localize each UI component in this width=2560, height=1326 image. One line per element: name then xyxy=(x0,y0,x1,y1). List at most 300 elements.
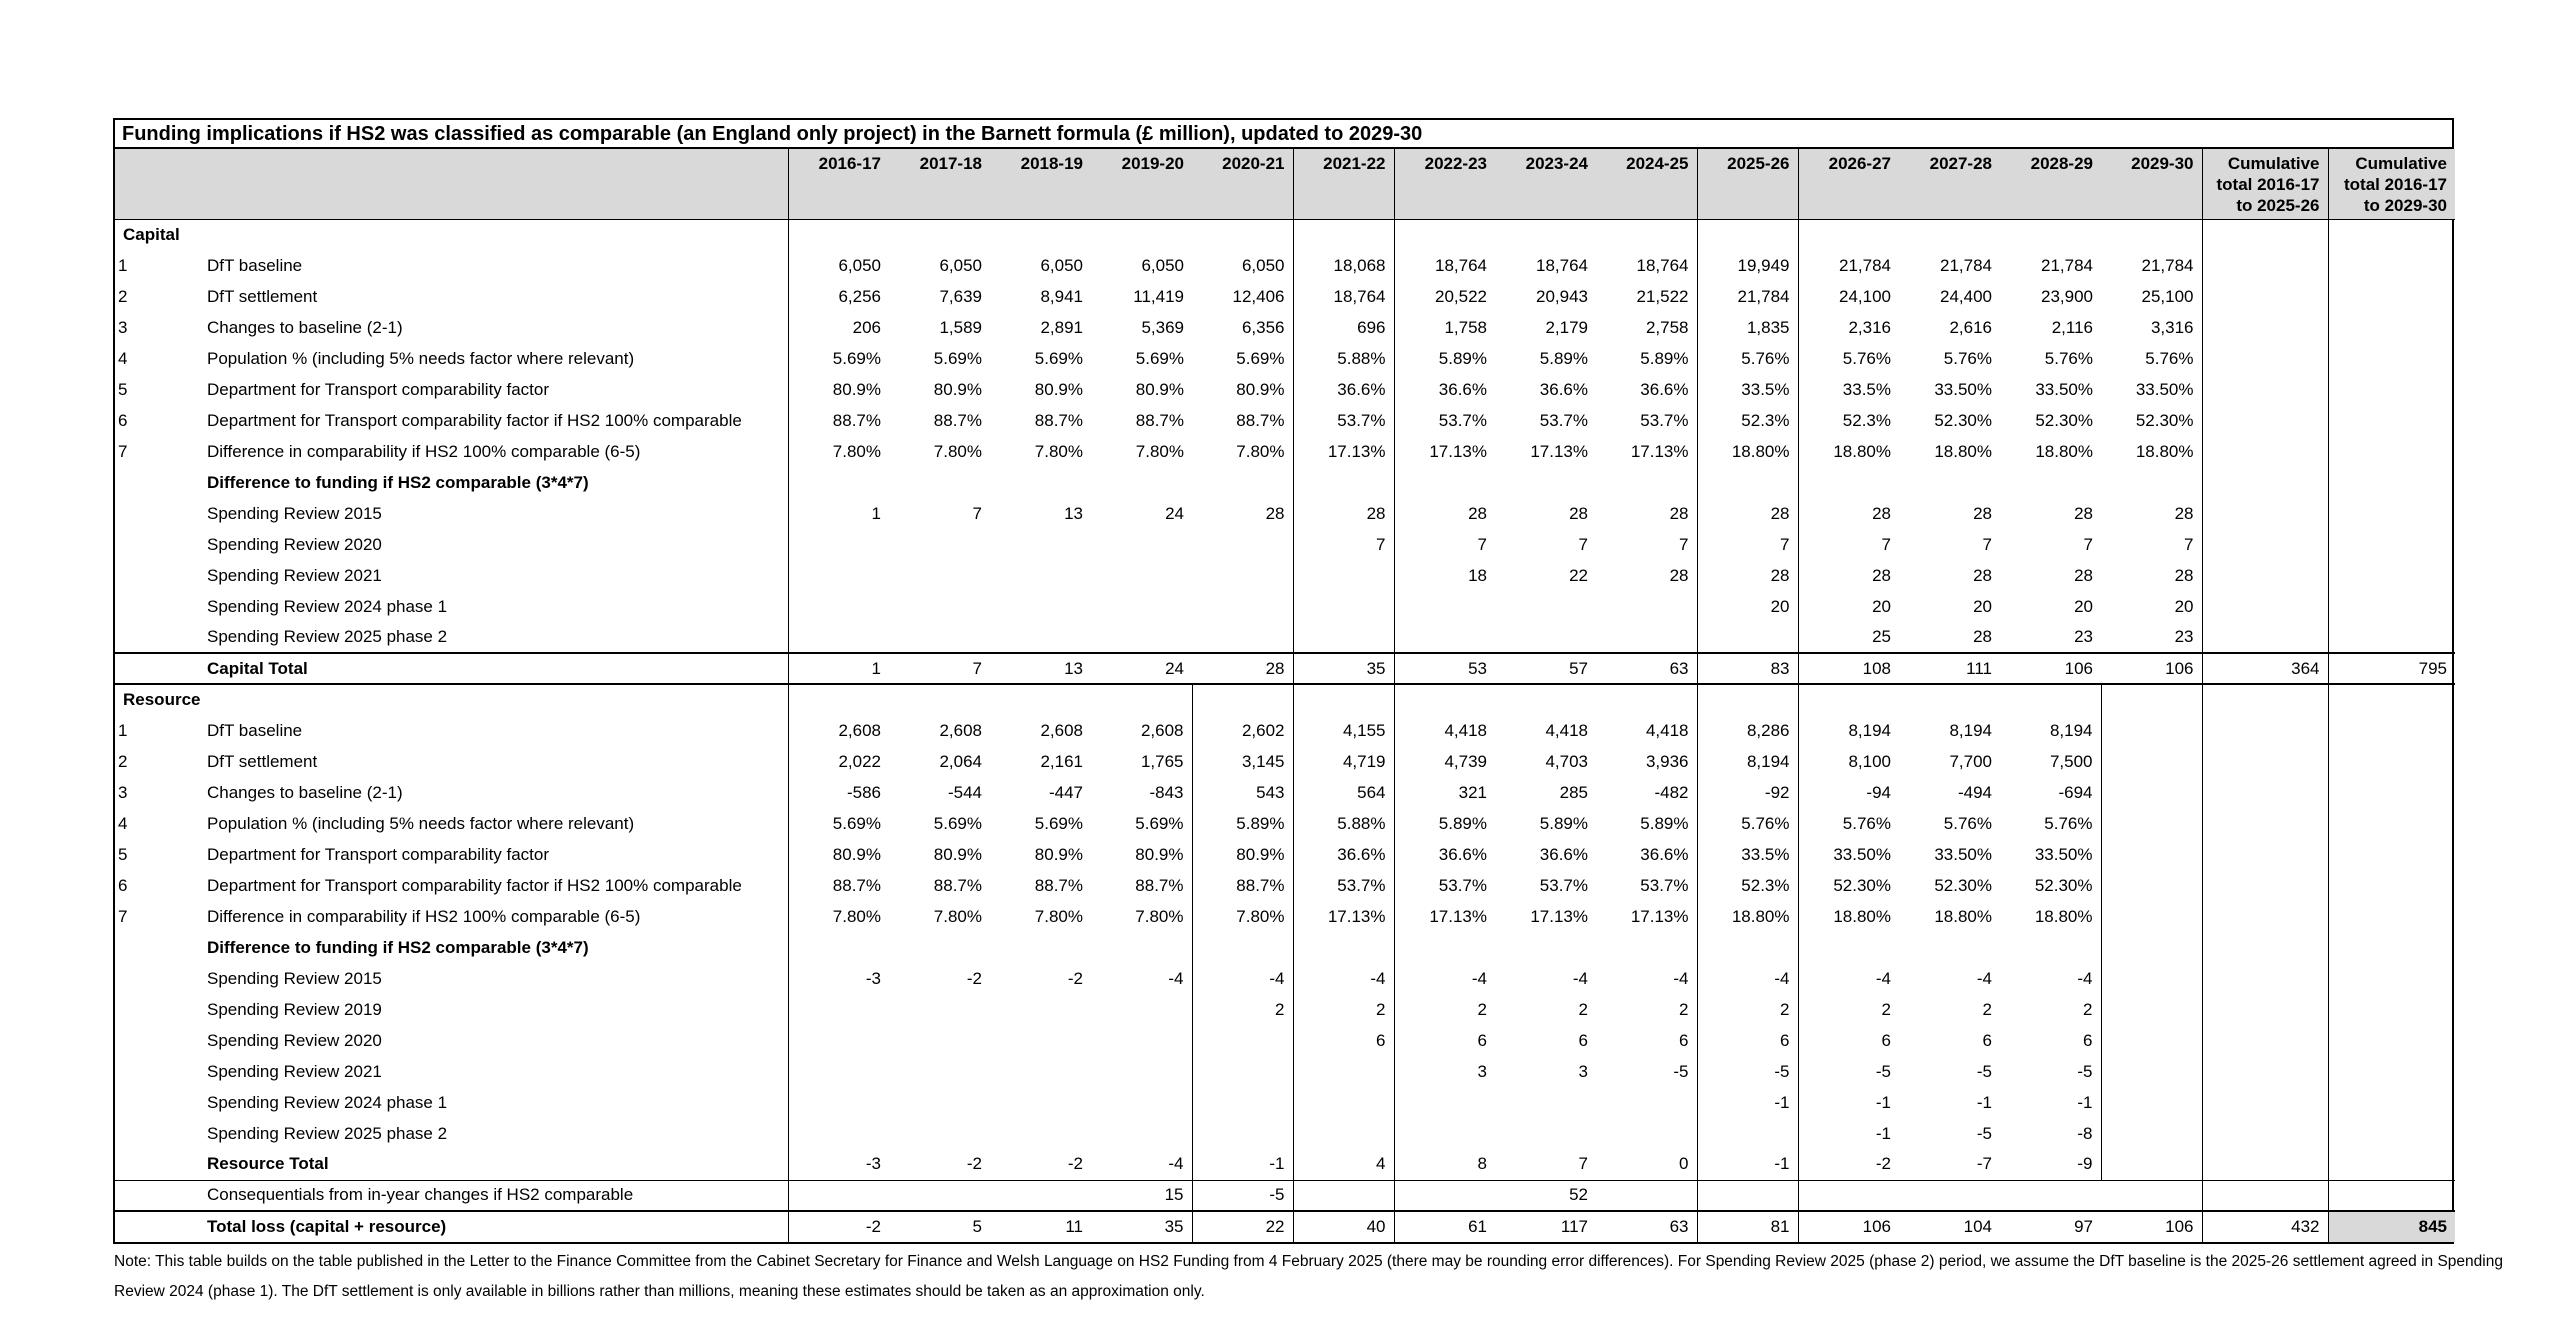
value-cell: 432 xyxy=(2202,1211,2328,1242)
value-cell xyxy=(2202,684,2328,715)
row-label: Difference in comparability if HS2 100% comparable (6-5) xyxy=(199,901,788,932)
value-cell: 33.5% xyxy=(1697,374,1798,405)
value-cell: 795 xyxy=(2328,653,2455,684)
value-cell: 1,589 xyxy=(939,317,982,337)
value-cell: 80.9% xyxy=(1135,379,1184,399)
value-cell: -1 xyxy=(1697,1087,1798,1118)
value-cell xyxy=(2202,901,2328,932)
value-cell: 2,116 xyxy=(2051,317,2093,337)
value-cell: 80.9% xyxy=(832,844,881,864)
value-cell: 7 xyxy=(2083,534,2093,554)
row-label: Spending Review 2019 xyxy=(199,994,788,1025)
row-number xyxy=(115,1056,199,1087)
table-row xyxy=(115,467,2455,498)
value-cell: 7 xyxy=(972,503,982,523)
value-cell: 6,050 xyxy=(939,255,982,275)
value-cell xyxy=(2328,963,2455,994)
value-cell xyxy=(1697,932,1798,963)
value-cell: 53.7% xyxy=(1539,875,1588,895)
row-label: Consequentials from in-year changes if HS2 comparable xyxy=(199,1180,788,1211)
value-cell xyxy=(1091,1087,1192,1118)
value-cell: 63 xyxy=(1596,653,1697,684)
row-number: 3 xyxy=(118,782,128,802)
value-cell xyxy=(1192,1087,1293,1118)
value-cell xyxy=(889,560,990,591)
value-cell xyxy=(990,560,1091,591)
row-label: Department for Transport comparability factor xyxy=(199,374,788,405)
value-cell: 18,068 xyxy=(1293,250,1394,281)
value-cell: 5.89% xyxy=(1539,348,1588,368)
value-cell: -2 xyxy=(1067,968,1083,988)
row-number xyxy=(115,653,199,684)
value-cell: -2 xyxy=(966,1154,982,1174)
value-cell: 80.9% xyxy=(1034,844,1083,864)
value-cell xyxy=(1394,684,1495,715)
value-cell: 5.89% xyxy=(1596,808,1697,839)
value-cell: 13 xyxy=(990,653,1091,684)
value-cell: 20,943 xyxy=(1536,286,1588,306)
value-cell: 17.13% xyxy=(1293,901,1394,932)
value-cell: 24 xyxy=(1165,503,1184,523)
value-cell: -4 xyxy=(1091,963,1192,994)
value-cell: 108 xyxy=(1798,653,1899,684)
value-cell: 53.7% xyxy=(1438,875,1487,895)
value-cell: 21,784 xyxy=(1839,255,1891,275)
value-cell xyxy=(1899,467,2000,498)
value-cell: 1,765 xyxy=(1091,746,1192,777)
value-cell: 111 xyxy=(1899,653,2000,684)
row-label: DfT settlement xyxy=(199,281,788,312)
table-row xyxy=(115,932,2455,963)
value-cell xyxy=(1192,1025,1293,1056)
value-cell xyxy=(889,622,990,653)
value-cell xyxy=(1091,1056,1192,1087)
value-cell: 63 xyxy=(1596,1211,1697,1242)
value-cell xyxy=(2202,436,2328,467)
value-cell: 17.13% xyxy=(1293,436,1394,467)
value-cell: 23 xyxy=(2101,622,2202,653)
value-cell: 24,100 xyxy=(1839,286,1891,306)
value-cell: -3 xyxy=(865,1154,881,1174)
value-cell: -1 xyxy=(1875,1123,1891,1143)
value-cell: 8,194 xyxy=(2000,715,2101,746)
value-cell xyxy=(1293,684,1394,715)
value-cell xyxy=(788,591,889,622)
table-row xyxy=(115,901,2455,932)
row-number xyxy=(115,1149,199,1180)
row-label: Total loss (capital + resource) xyxy=(199,1211,788,1242)
table-row xyxy=(115,994,2455,1025)
value-cell: 0 xyxy=(1596,1149,1697,1180)
value-cell: 2 xyxy=(1477,999,1487,1019)
value-cell: 6,356 xyxy=(1192,312,1293,343)
value-cell: 36.6% xyxy=(1293,374,1394,405)
column-header: Cumulative total 2016-17 to 2029-30 xyxy=(2328,149,2455,219)
value-cell xyxy=(2202,591,2328,622)
value-cell: -4 xyxy=(1293,963,1394,994)
header-row xyxy=(115,149,2455,219)
value-cell: -3 xyxy=(865,968,881,988)
value-cell: 20 xyxy=(1697,591,1798,622)
table-row xyxy=(115,1025,2455,1056)
value-cell: 6 xyxy=(1881,1030,1891,1050)
value-cell xyxy=(889,591,990,622)
value-cell: 6,050 xyxy=(838,255,881,275)
value-cell: 28 xyxy=(1293,498,1394,529)
value-cell xyxy=(2328,529,2455,560)
value-cell xyxy=(2202,777,2328,808)
value-cell: 7.80% xyxy=(1192,436,1293,467)
row-number xyxy=(115,467,199,498)
column-header: 2027-28 xyxy=(1899,149,2000,219)
value-cell xyxy=(990,591,1091,622)
value-cell: 36.6% xyxy=(1596,374,1697,405)
value-cell: 28 xyxy=(1596,560,1697,591)
value-cell: 4,155 xyxy=(1293,715,1394,746)
value-cell: 7 xyxy=(1578,1154,1588,1174)
value-cell: 5,369 xyxy=(1141,317,1184,337)
value-cell: 83 xyxy=(1697,653,1798,684)
value-cell: 4 xyxy=(1293,1149,1394,1180)
value-cell: 206 xyxy=(852,317,881,337)
value-cell: -1 xyxy=(1192,1149,1293,1180)
value-cell: 80.9% xyxy=(1192,839,1293,870)
value-cell xyxy=(788,1180,889,1211)
value-cell: -843 xyxy=(1091,777,1192,808)
value-cell: 33.50% xyxy=(2101,374,2202,405)
value-cell xyxy=(2101,715,2202,746)
value-cell: -482 xyxy=(1596,777,1697,808)
value-cell: 2,602 xyxy=(1192,715,1293,746)
row-label: DfT baseline xyxy=(199,250,788,281)
value-cell: -9 xyxy=(2000,1149,2101,1180)
value-cell xyxy=(1394,1180,1495,1211)
row-label: DfT baseline xyxy=(199,715,788,746)
value-cell: 2 xyxy=(1596,994,1697,1025)
value-cell: 2,891 xyxy=(1040,317,1083,337)
table-row xyxy=(115,746,2455,777)
value-cell: 321 xyxy=(1458,782,1487,802)
value-cell xyxy=(1192,932,1293,963)
value-cell: 12,406 xyxy=(1192,281,1293,312)
value-cell xyxy=(1697,684,1798,715)
value-cell xyxy=(2328,622,2455,653)
value-cell: 8 xyxy=(1477,1154,1487,1174)
value-cell: 80.9% xyxy=(832,379,881,399)
table-row xyxy=(115,281,2455,312)
value-cell: 5.69% xyxy=(1192,343,1293,374)
value-cell: 35 xyxy=(1091,1211,1192,1242)
value-cell xyxy=(2202,374,2328,405)
value-cell xyxy=(1394,1118,1495,1149)
value-cell: 52.30% xyxy=(1934,875,1992,895)
value-cell: 543 xyxy=(1192,777,1293,808)
row-number: 7 xyxy=(118,906,128,926)
value-cell: 5 xyxy=(972,1217,982,1236)
value-cell: 36.6% xyxy=(1438,844,1487,864)
value-cell xyxy=(2202,622,2328,653)
column-header: 2029-30 xyxy=(2101,149,2202,219)
row-label: Difference in comparability if HS2 100% comparable (6-5) xyxy=(199,436,788,467)
value-cell: 57 xyxy=(1495,653,1596,684)
value-cell: 5.76% xyxy=(1943,348,1992,368)
value-cell: 5.69% xyxy=(1034,348,1083,368)
value-cell: 5.88% xyxy=(1293,808,1394,839)
value-cell xyxy=(2328,498,2455,529)
value-cell xyxy=(2202,250,2328,281)
value-cell: -4 xyxy=(1976,968,1992,988)
value-cell: -5 xyxy=(1596,1056,1697,1087)
value-cell xyxy=(1192,591,1293,622)
row-label: Spending Review 2020 xyxy=(199,529,788,560)
value-cell xyxy=(1091,994,1192,1025)
value-cell: 8,194 xyxy=(1697,746,1798,777)
column-header: 2016-17 xyxy=(788,149,889,219)
value-cell xyxy=(2328,1118,2455,1149)
row-label: Department for Transport comparability factor xyxy=(199,839,788,870)
value-cell: 2 xyxy=(1578,999,1588,1019)
value-cell: -2 xyxy=(865,1217,881,1236)
value-cell xyxy=(1091,1025,1192,1056)
value-cell: 7 xyxy=(1596,529,1697,560)
value-cell xyxy=(1091,560,1192,591)
value-cell: 28 xyxy=(1697,498,1798,529)
value-cell: 21,784 xyxy=(2101,250,2202,281)
value-cell: -4 xyxy=(1697,963,1798,994)
value-cell: 23 xyxy=(2074,627,2093,646)
value-cell xyxy=(1394,622,1495,653)
value-cell: -2 xyxy=(1067,1154,1083,1174)
value-cell: 61 xyxy=(1468,1217,1487,1236)
value-cell: 21,522 xyxy=(1596,281,1697,312)
value-cell: 52.3% xyxy=(1697,405,1798,436)
value-cell: 52.3% xyxy=(1842,410,1891,430)
row-label: Spending Review 2015 xyxy=(199,963,788,994)
value-cell: 5.69% xyxy=(933,813,982,833)
value-cell: 2 xyxy=(1881,999,1891,1019)
value-cell: 285 xyxy=(1559,782,1588,802)
value-cell xyxy=(889,994,990,1025)
table-row xyxy=(115,653,2455,684)
value-cell xyxy=(2328,932,2455,963)
value-cell xyxy=(1192,467,1293,498)
table-row xyxy=(115,374,2455,405)
value-cell: 18.80% xyxy=(1934,906,1992,926)
table-row xyxy=(115,1149,2455,1180)
value-cell: 5.69% xyxy=(933,348,982,368)
value-cell: 7,700 xyxy=(1949,751,1992,771)
value-cell: 5.69% xyxy=(1135,348,1184,368)
value-cell xyxy=(1899,932,2000,963)
value-cell xyxy=(1293,219,1394,250)
value-cell: 6 xyxy=(1578,1030,1588,1050)
value-cell: 28 xyxy=(2101,560,2202,591)
value-cell xyxy=(1293,1087,1394,1118)
value-cell xyxy=(2202,343,2328,374)
value-cell: 18.80% xyxy=(2000,901,2101,932)
value-cell: 8,194 xyxy=(1949,720,1992,740)
value-cell: 15 xyxy=(1091,1180,1192,1211)
value-cell: 36.6% xyxy=(1539,379,1588,399)
value-cell: -4 xyxy=(1875,968,1891,988)
value-cell xyxy=(1596,467,1697,498)
value-cell xyxy=(889,1087,990,1118)
column-header: 2017-18 xyxy=(889,149,990,219)
value-cell xyxy=(2000,219,2101,250)
value-cell xyxy=(889,684,990,715)
row-number xyxy=(115,529,199,560)
value-cell xyxy=(2202,1180,2328,1211)
value-cell: -1 xyxy=(1976,1092,1992,1112)
value-cell: 36.6% xyxy=(1596,839,1697,870)
value-cell: 5.89% xyxy=(1596,343,1697,374)
value-cell: 3 xyxy=(1578,1061,1588,1081)
value-cell xyxy=(788,529,889,560)
value-cell: 5.69% xyxy=(832,348,881,368)
value-cell: 7.80% xyxy=(933,906,982,926)
value-cell xyxy=(1394,467,1495,498)
value-cell: -5 xyxy=(1976,1061,1992,1081)
value-cell xyxy=(2328,374,2455,405)
value-cell xyxy=(889,1118,990,1149)
value-cell xyxy=(788,1087,889,1118)
row-label: Changes to baseline (2-1) xyxy=(199,312,788,343)
value-cell xyxy=(1899,684,2000,715)
value-cell: 52.30% xyxy=(2101,405,2202,436)
value-cell: 6,050 xyxy=(1040,255,1083,275)
table-row xyxy=(115,405,2455,436)
value-cell: 7 xyxy=(2101,529,2202,560)
table-row xyxy=(115,591,2455,622)
value-cell: 1 xyxy=(788,653,889,684)
table-row xyxy=(115,1211,2455,1242)
value-cell xyxy=(2202,281,2328,312)
value-cell: 5.89% xyxy=(1192,808,1293,839)
row-label: Spending Review 2015 xyxy=(199,498,788,529)
value-cell xyxy=(2328,560,2455,591)
column-header: 2019-20 xyxy=(1091,149,1192,219)
value-cell: 2,161 xyxy=(1040,751,1083,771)
value-cell: 80.9% xyxy=(1091,839,1192,870)
value-cell xyxy=(1798,219,1899,250)
value-cell: 106 xyxy=(2000,653,2101,684)
value-cell: 106 xyxy=(2101,653,2202,684)
value-cell: 7 xyxy=(1293,529,1394,560)
value-cell: 1,758 xyxy=(1444,317,1487,337)
table-row xyxy=(115,963,2455,994)
value-cell xyxy=(1697,622,1798,653)
value-cell: 5.76% xyxy=(1697,808,1798,839)
value-cell xyxy=(1495,622,1596,653)
value-cell: 18.80% xyxy=(1833,906,1891,926)
value-cell: 2,064 xyxy=(939,751,982,771)
value-cell xyxy=(2202,839,2328,870)
value-cell: 88.7% xyxy=(832,875,881,895)
value-cell: 18.80% xyxy=(1697,901,1798,932)
value-cell: 845 xyxy=(2328,1211,2455,1242)
value-cell: 1 xyxy=(871,503,881,523)
value-cell: 6 xyxy=(1697,1025,1798,1056)
value-cell xyxy=(2101,1056,2202,1087)
table-body xyxy=(115,219,2455,1242)
value-cell: -1 xyxy=(1697,1149,1798,1180)
value-cell xyxy=(2202,715,2328,746)
value-cell: 20 xyxy=(2074,596,2093,616)
value-cell xyxy=(2101,901,2202,932)
value-cell xyxy=(2328,901,2455,932)
value-cell: -4 xyxy=(1192,963,1293,994)
row-number xyxy=(115,622,199,653)
value-cell: 88.7% xyxy=(1091,870,1192,901)
value-cell: 18 xyxy=(1468,565,1487,585)
row-number: 4 xyxy=(118,348,128,368)
value-cell xyxy=(990,684,1091,715)
table-row xyxy=(115,1056,2455,1087)
value-cell: 80.9% xyxy=(1192,374,1293,405)
value-cell xyxy=(2328,684,2455,715)
data-grid xyxy=(115,149,2455,1242)
value-cell: 22 xyxy=(1192,1211,1293,1242)
value-cell: 7,639 xyxy=(939,286,982,306)
value-cell xyxy=(1293,560,1394,591)
value-cell xyxy=(889,1025,990,1056)
value-cell xyxy=(2328,746,2455,777)
value-cell: 104 xyxy=(1963,1217,1992,1236)
row-number: 1 xyxy=(118,720,128,740)
value-cell: 21,784 xyxy=(1940,255,1992,275)
value-cell xyxy=(2000,1180,2101,1211)
value-cell: 28 xyxy=(1192,653,1293,684)
row-label: Spending Review 2025 phase 2 xyxy=(199,1118,788,1149)
value-cell: 18.80% xyxy=(1833,441,1891,461)
value-cell: 28 xyxy=(2074,503,2093,523)
value-cell xyxy=(2328,1087,2455,1118)
value-cell: 117 xyxy=(1560,1217,1588,1236)
value-cell xyxy=(1495,684,1596,715)
value-cell: 88.7% xyxy=(1192,870,1293,901)
value-cell: 28 xyxy=(1872,503,1891,523)
value-cell: 17.13% xyxy=(1596,901,1697,932)
value-cell: -4 xyxy=(1091,1149,1192,1180)
value-cell xyxy=(2202,467,2328,498)
table-row xyxy=(115,870,2455,901)
value-cell: 18.80% xyxy=(2035,441,2093,461)
value-cell: 6 xyxy=(1477,1030,1487,1050)
table-row xyxy=(115,808,2455,839)
row-label: Difference to funding if HS2 comparable (3*4*7) xyxy=(199,932,788,963)
value-cell: 17.13% xyxy=(1530,906,1588,926)
value-cell: 6,050 xyxy=(1141,255,1184,275)
value-cell xyxy=(990,1056,1091,1087)
table-row xyxy=(115,219,2455,250)
value-cell xyxy=(990,1025,1091,1056)
value-cell: 88.7% xyxy=(1192,405,1293,436)
value-cell: 52 xyxy=(1495,1180,1596,1211)
value-cell: 6,256 xyxy=(838,286,881,306)
value-cell: 7,500 xyxy=(2000,746,2101,777)
value-cell: 5.76% xyxy=(1842,813,1891,833)
value-cell xyxy=(889,932,990,963)
value-cell: 88.7% xyxy=(933,410,982,430)
value-cell: 81 xyxy=(1697,1211,1798,1242)
row-label: Population % (including 5% needs factor where relevant) xyxy=(199,808,788,839)
value-cell: 52.30% xyxy=(2035,410,2093,430)
value-cell xyxy=(2328,250,2455,281)
table-row xyxy=(115,250,2455,281)
value-cell: 2 xyxy=(1697,994,1798,1025)
value-cell: 97 xyxy=(2074,1217,2093,1236)
row-number xyxy=(115,591,199,622)
